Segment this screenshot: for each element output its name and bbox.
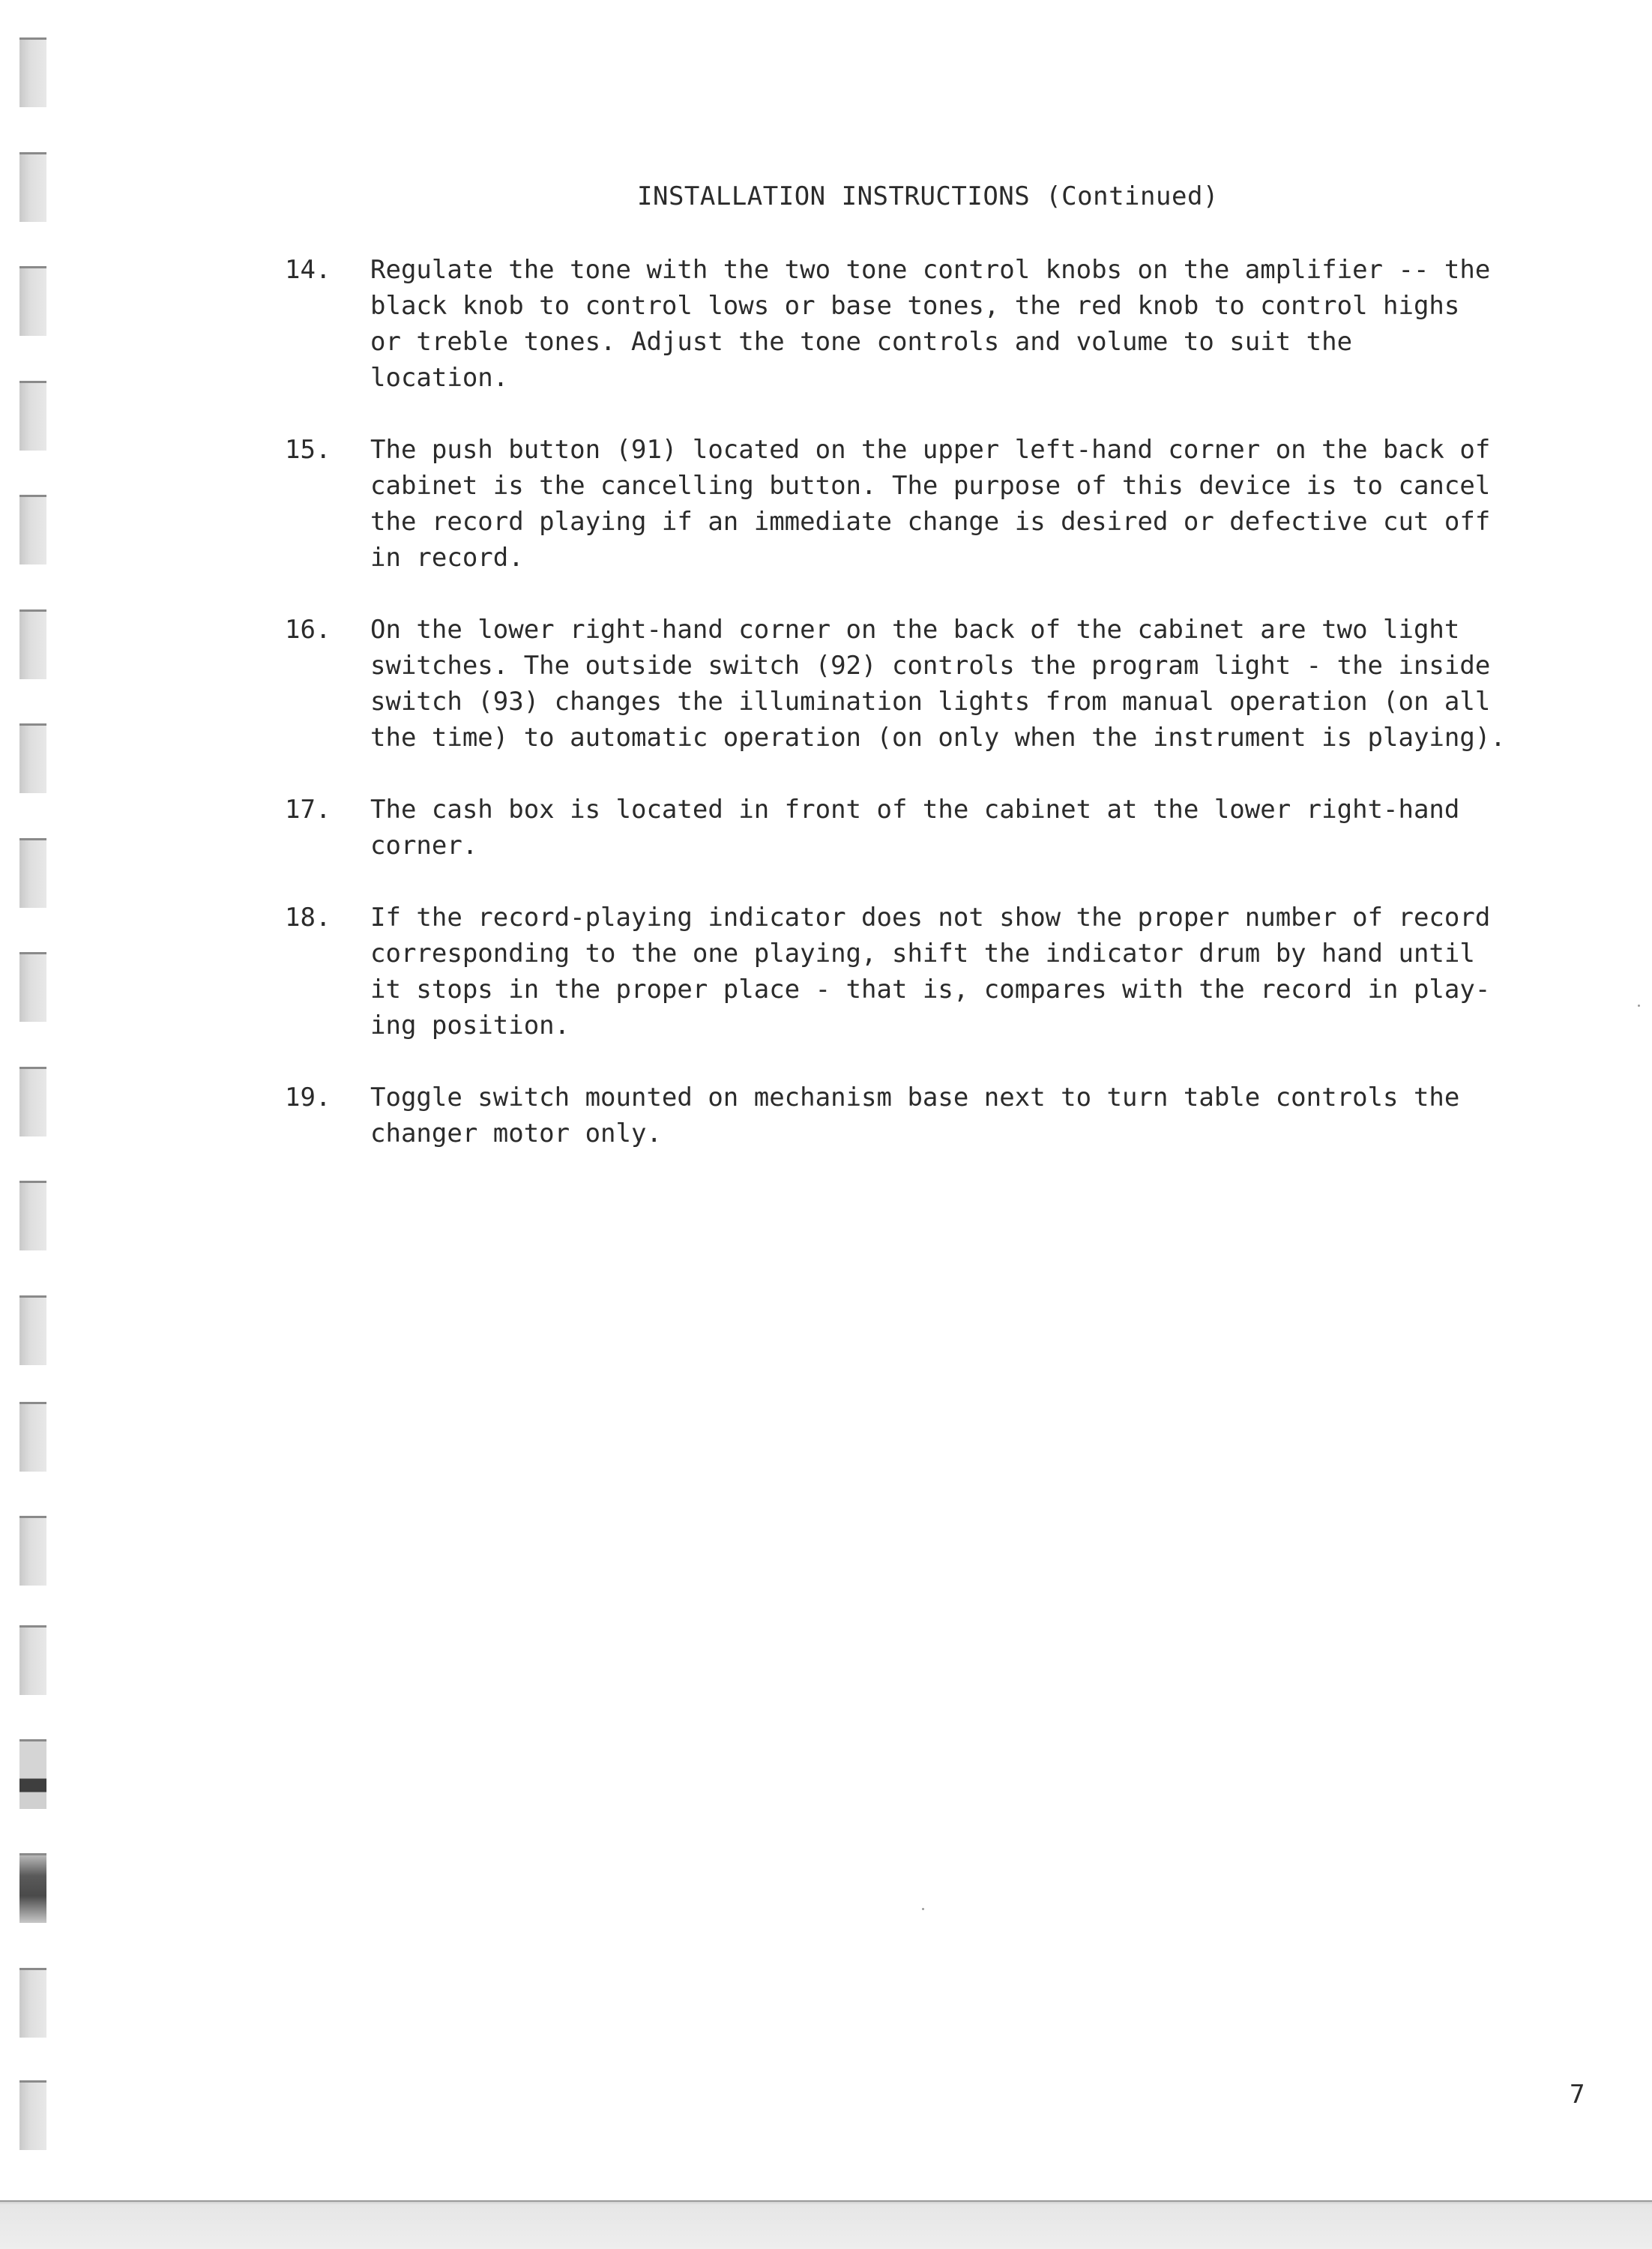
binding-hole	[19, 838, 46, 908]
item-number: 19.	[285, 1083, 331, 1113]
instruction-item	[285, 792, 1604, 864]
binding-hole	[19, 495, 46, 564]
binding-hole	[19, 952, 46, 1022]
binding-hole	[19, 37, 46, 107]
binding-hole	[19, 1516, 46, 1586]
binding-hole	[19, 1402, 46, 1472]
page-heading: INSTALLATION INSTRUCTIONS (Continued)	[637, 181, 1219, 211]
binding-hole	[19, 1739, 46, 1809]
binding-hole	[19, 381, 46, 451]
instruction-item	[285, 612, 1604, 756]
item-text: On the lower right-hand corner on the back of the cabinet are two light switches. The outside switch (92) controls the program light - the inside switch (93) changes the illumination lights from manual operation (on all the time) to automatic operation (on only when the instrument is playing).	[370, 615, 1506, 753]
item-text: The push button (91) located on the upper left-hand corner on the back of cabinet is the cancelling button. The purpose of this device is to cancel the record playing if an immediate change is desired or defective cut off in record.	[370, 435, 1491, 573]
item-text: The cash box is located in front of the cabinet at the lower right-hand corner.	[370, 795, 1460, 861]
item-text: Regulate the tone with the two tone control knobs on the amplifier -- the black knob to control lows or base tones, the red knob to control highs or treble tones. Adjust the tone controls and volume to suit the location.	[370, 255, 1491, 393]
item-number: 14.	[285, 255, 331, 285]
item-text: Toggle switch mounted on mechanism base next to turn table controls the changer motor only.	[370, 1083, 1460, 1148]
binding-hole	[19, 1181, 46, 1250]
binding-holes	[19, 0, 49, 2159]
page-number: 7	[1570, 2080, 1585, 2110]
instruction-item	[285, 432, 1604, 576]
binding-hole	[19, 1067, 46, 1136]
binding-hole	[19, 1295, 46, 1365]
binding-hole	[19, 1968, 46, 2038]
paper-speck	[1638, 1005, 1640, 1007]
binding-hole	[19, 609, 46, 679]
instruction-item	[285, 900, 1604, 1044]
paper-speck	[922, 1908, 924, 1910]
item-number: 17.	[285, 795, 331, 825]
binding-hole	[19, 152, 46, 222]
item-number: 16.	[285, 615, 331, 645]
binding-hole	[19, 1853, 46, 1923]
binding-hole	[19, 723, 46, 793]
item-text: If the record-playing indicator does not show the proper number of record corresponding to the one playing, shift the indicator drum by hand until it stops in the proper place - that is, compares with the record in play- ing position.	[370, 903, 1491, 1041]
instruction-item	[285, 1080, 1604, 1151]
item-number: 18.	[285, 903, 331, 933]
binding-hole	[19, 1625, 46, 1695]
binding-hole	[19, 2080, 46, 2150]
item-number: 15.	[285, 435, 331, 465]
binding-hole	[19, 266, 46, 336]
scan-bottom-edge	[0, 2200, 1652, 2249]
instruction-item	[285, 252, 1604, 396]
